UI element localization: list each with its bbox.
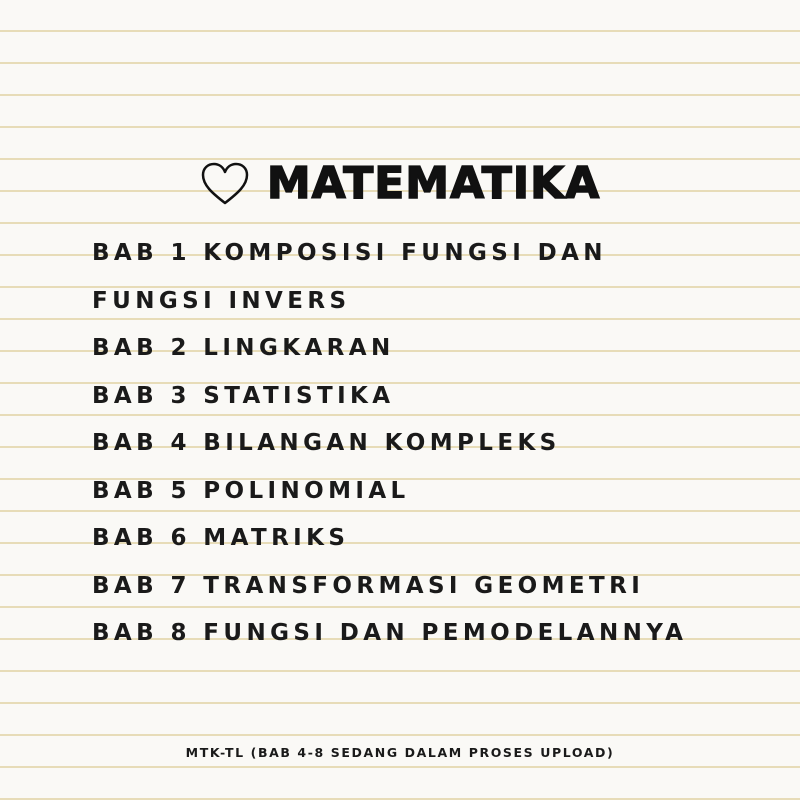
page-heading — [0, 158, 800, 209]
chapter-item-8: BAB 8 FUNGSI DAN PEMODELANNYA — [92, 620, 688, 646]
chapter-item-3: BAB 3 STATISTIKA — [92, 382, 395, 409]
chapter-item-4: BAB 4 BILANGAN KOMPLEKS — [92, 430, 561, 456]
chapter-list — [92, 230, 732, 658]
chapter-item-6: BAB 6 MATRIKS — [92, 525, 350, 551]
page-title: MATEMATIKA — [266, 158, 601, 209]
chapter-item-7: BAB 7 TRANSFORMASI GEOMETRI — [92, 572, 645, 599]
chapter-item-1: BAB 1 KOMPOSISI FUNGSI DAN FUNGSI INVERS — [92, 240, 607, 314]
footer-note: MTK-TL (BAB 4-8 SEDANG DALAM PROSES UPLOAD) — [185, 745, 615, 760]
chapter-item-5: BAB 5 POLINOMIAL — [92, 477, 410, 504]
heart-outline-icon — [200, 161, 250, 207]
chapter-item-2: BAB 2 LINGKARAN — [92, 335, 395, 361]
